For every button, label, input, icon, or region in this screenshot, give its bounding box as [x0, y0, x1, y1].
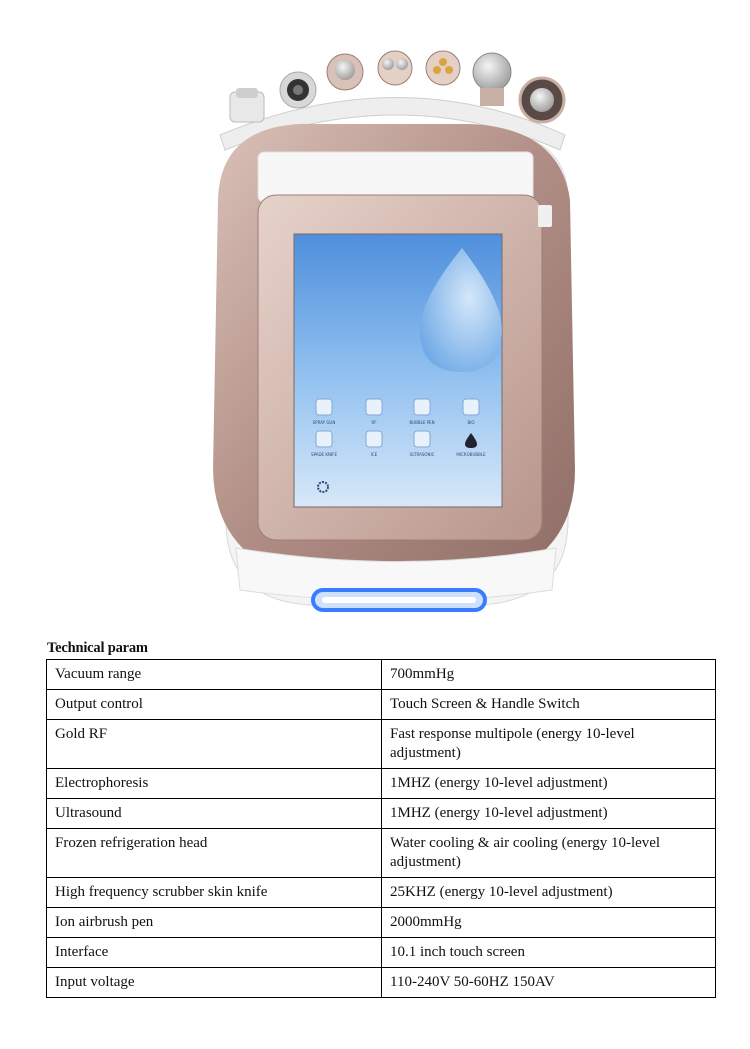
table-row [47, 720, 716, 769]
touch-screen [294, 234, 502, 507]
param-value: 2000mmHg [382, 908, 716, 938]
param-value: Fast response multipole (energy 10-level adjustment) [382, 720, 716, 769]
screen-label-ultrasonic: ULTRASONIC [409, 452, 435, 457]
screen-label-spade-knife: SPADE KNIFE [311, 452, 337, 457]
param-name: Interface [47, 938, 382, 968]
screen-label-microbubble: MICROBUBBLE [456, 452, 486, 457]
table-row [47, 878, 716, 908]
screen-label-rf: RF [371, 420, 377, 425]
param-value: 10.1 inch touch screen [382, 938, 716, 968]
param-value: 1MHZ (energy 10-level adjustment) [382, 769, 716, 799]
table-row [47, 968, 716, 998]
param-value: 700mmHg [382, 660, 716, 690]
screen-label-bubble-pen: BUBBLE PEN [409, 420, 435, 425]
param-value: 110-240V 50-60HZ 150AV [382, 968, 716, 998]
screen-label-spray-gun: SPRAY GUN [312, 420, 336, 425]
param-value: Water cooling & air cooling (energy 10-level adjustment) [382, 829, 716, 878]
param-name: Ion airbrush pen [47, 908, 382, 938]
param-name: Output control [47, 690, 382, 720]
section-title: Technical param [47, 640, 148, 656]
param-name: Frozen refrigeration head [47, 829, 382, 878]
param-value: Touch Screen & Handle Switch [382, 690, 716, 720]
param-name: Vacuum range [47, 660, 382, 690]
spec-table [46, 659, 716, 998]
param-name: Gold RF [47, 720, 382, 769]
table-row [47, 799, 716, 829]
param-value: 25KHZ (energy 10-level adjustment) [382, 878, 716, 908]
table-row [47, 769, 716, 799]
table-row [47, 690, 716, 720]
param-name: Ultrasound [47, 799, 382, 829]
device-photo [195, 30, 595, 620]
table-row [47, 938, 716, 968]
table-row [47, 660, 716, 690]
table-row [47, 908, 716, 938]
screen-label-bio: BIO [467, 420, 475, 425]
param-value: 1MHZ (energy 10-level adjustment) [382, 799, 716, 829]
screen-label-ice: ICE [370, 452, 378, 457]
table-row [47, 829, 716, 878]
param-name: High frequency scrubber skin knife [47, 878, 382, 908]
param-name: Electrophoresis [47, 769, 382, 799]
param-name: Input voltage [47, 968, 382, 998]
